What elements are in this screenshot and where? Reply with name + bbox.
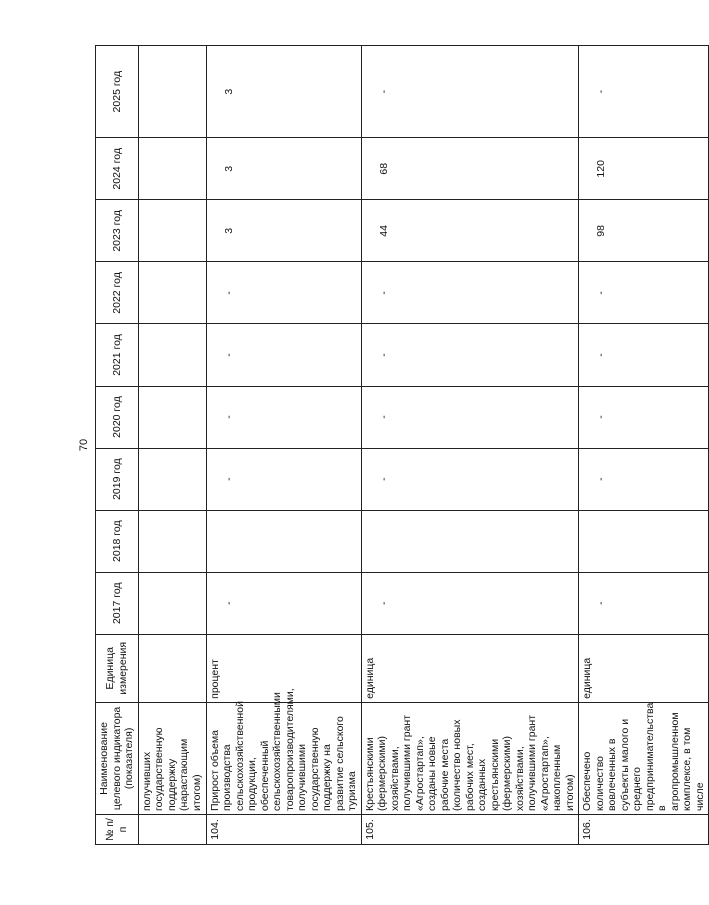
- value-cell: 44: [361, 200, 579, 262]
- value-cell: -: [579, 448, 709, 510]
- value-cell: -: [361, 324, 579, 386]
- value-cell: [138, 324, 206, 386]
- header-cell: 2022 год: [96, 262, 139, 324]
- value-cell: [138, 138, 206, 200]
- table-row: [206, 46, 361, 845]
- header-cell: № п/п: [96, 814, 139, 844]
- indicator-name: Прирост объема производства сельскохозяйственной продукции, обеспеченный сельскохозяйственными товаропроизводителями, получившими государственную поддержку на развитие сельского туризма: [206, 702, 361, 814]
- page-number: 70: [78, 438, 90, 452]
- rotated-table-container: [95, 45, 706, 845]
- value-cell: [138, 386, 206, 448]
- header-cell: 2019 год: [96, 448, 139, 510]
- header-cell: 2018 год: [96, 510, 139, 572]
- value-cell: -: [579, 572, 709, 634]
- value-cell: [138, 262, 206, 324]
- unit-cell: единица: [361, 634, 579, 702]
- value-cell: -: [579, 262, 709, 324]
- value-cell: 120: [579, 138, 709, 200]
- header-cell: Наименование целевого индикатора (показателя): [96, 702, 139, 814]
- value-cell: -: [579, 386, 709, 448]
- row-number: 105.: [361, 814, 579, 844]
- value-cell: [138, 448, 206, 510]
- header-cell: 2023 год: [96, 200, 139, 262]
- value-cell: 68: [361, 138, 579, 200]
- indicator-name: Обеспечено количество вовлеченных в субъекты малого и среднего предпринимательства в агропромышленном комплексе, в том числе: [579, 702, 709, 814]
- header-cell: 2017 год: [96, 572, 139, 634]
- value-cell: -: [361, 386, 579, 448]
- value-cell: -: [361, 572, 579, 634]
- header-cell: 2024 год: [96, 138, 139, 200]
- value-cell: -: [361, 448, 579, 510]
- unit-cell: процент: [206, 634, 361, 702]
- value-cell: -: [206, 324, 361, 386]
- value-cell: [138, 572, 206, 634]
- indicator-name: Крестьянскими (фермерскими) хозяйствами, получившими грант «Агростартап», созданы новые рабочие места (количество новых рабочих мест, созданных крестьянскими (фермерскими) хозяйствами, получившими грант «Агростартап», накопленным итогом): [361, 702, 579, 814]
- table-row: [579, 46, 709, 845]
- value-cell: -: [206, 386, 361, 448]
- indicator-table: [95, 45, 709, 845]
- unit-cell: [138, 634, 206, 702]
- value-cell: -: [579, 46, 709, 138]
- value-cell: [138, 46, 206, 138]
- header-cell: Единица измерения: [96, 634, 139, 702]
- value-cell: [361, 510, 579, 572]
- indicator-name: получивших государственную поддержку (нарастающим итогом): [138, 702, 206, 814]
- header-cell: 2020 год: [96, 386, 139, 448]
- unit-cell: единица: [579, 634, 709, 702]
- value-cell: -: [579, 324, 709, 386]
- value-cell: [138, 510, 206, 572]
- value-cell: [138, 200, 206, 262]
- row-number: 106.: [579, 814, 709, 844]
- table-row: [138, 46, 206, 845]
- value-cell: -: [206, 448, 361, 510]
- row-number: [138, 814, 206, 844]
- table-row: [361, 46, 579, 845]
- value-cell: [206, 510, 361, 572]
- value-cell: -: [206, 572, 361, 634]
- value-cell: -: [206, 262, 361, 324]
- value-cell: -: [361, 262, 579, 324]
- row-number: 104.: [206, 814, 361, 844]
- header-cell: 2021 год: [96, 324, 139, 386]
- value-cell: [579, 510, 709, 572]
- header-cell: 2025 год: [96, 46, 139, 138]
- header-row: [96, 46, 139, 845]
- value-cell: 3: [206, 46, 361, 138]
- value-cell: 3: [206, 138, 361, 200]
- value-cell: 3: [206, 200, 361, 262]
- value-cell: 98: [579, 200, 709, 262]
- value-cell: -: [361, 46, 579, 138]
